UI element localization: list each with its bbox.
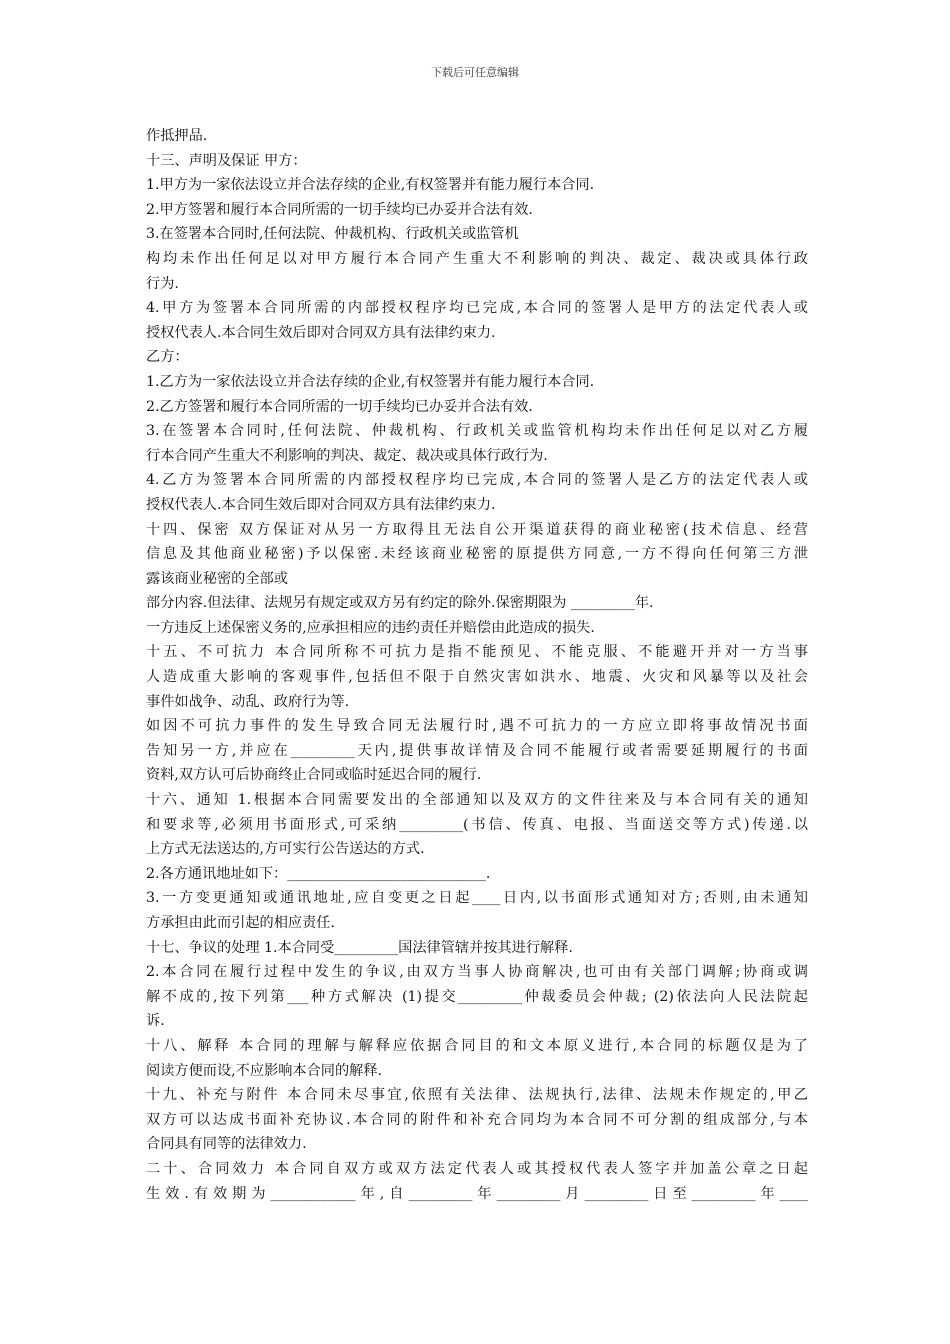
text-line: 4.乙方为签署本合同所需的内部授权程序均已完成,本合同的签署人是乙方的法定代表人或 [146, 472, 808, 489]
text-line: 资料,双方认可后协商终止合同或临时延迟合同的履行. [146, 767, 482, 784]
page-header: 下载后可任意编辑 [431, 66, 519, 79]
text-line: 人造成重大影响的客观事件,包括但不限于自然灾害如洪水、地震、火灾和风暴等以及社会 [146, 669, 808, 686]
text-line: 如因不可抗力事件的发生导致合同无法履行时,遇不可抗力的一方应立即将事故情况书面 [146, 718, 808, 735]
text-line: 3.在签署本合同时,任何法院、仲裁机构、行政机关或监管机构均未作出任何足以对乙方履 [146, 423, 808, 440]
text-line: 乙方： [146, 349, 189, 366]
text-line: 作抵押品. [146, 128, 208, 144]
text-line: 上方式无法送达的,方可实行公告送达的方式. [146, 841, 425, 858]
text-line: 构均未作出任何足以对甲方履行本合同产生重大不利影响的判决、裁定、裁决或具体行政 [146, 250, 808, 267]
text-line: 1.乙方为一家依法设立并合法存续的企业,有权签署并有能力履行本合同. [146, 373, 595, 390]
text-line: 和要求等,必须用书面形式,可采纳_________(书信、传真、电报、当面送交等方式)传递.以 [146, 816, 808, 833]
text-line: 2.本合同在履行过程中发生的争议,由双方当事人协商解决,也可由有关部门调解;协商或调 [146, 964, 808, 981]
text-line: 告知另一方,并应在_________天内,提供事故详情及合同不能履行或者需要延期履行的书面 [146, 742, 808, 759]
text-line: 1.甲方为一家依法设立并合法存续的企业,有权签署并有能力履行本合同. [146, 177, 595, 194]
text-line: 部分内容.但法律、法规另有规定或双方另有约定的除外.保密期限为 _________年. [146, 595, 654, 612]
text-line: 十七、争议的处理 1.本合同受_________国法律管辖并按其进行解释. [146, 939, 573, 956]
text-line: 行本合同产生重大不利影响的判决、裁定、裁决或具体行政行为. [146, 447, 548, 464]
text-line: 一方违反上述保密义务的,应承担相应的违约责任并赔偿由此造成的损失. [146, 619, 595, 636]
text-line: 十五、不可抗力 本合同所称不可抗力是指不能预见、不能克服、不能避开并对一方当事 [146, 644, 808, 661]
text-line: 露该商业秘密的全部或 [146, 570, 288, 587]
text-line: 授权代表人.本合同生效后即对合同双方具有法律约束力. [146, 496, 496, 513]
text-line: 诉. [146, 1013, 165, 1030]
document-body [146, 124, 808, 1206]
text-line: 2.乙方签署和履行本合同所需的一切手续均已办妥并合法有效. [146, 398, 533, 415]
text-line: 行为. [146, 275, 179, 292]
text-line: 双方可以达成书面补充协议.本合同的附件和补充合同均为本合同不可分割的组成部分,与本 [146, 1111, 808, 1128]
text-line: 授权代表人.本合同生效后即对合同双方具有法律约束力. [146, 324, 496, 341]
text-line: 方承担由此而引起的相应责任. [146, 915, 335, 931]
text-line: 3.一方变更通知或通讯地址,应自变更之日起____日内,以书面形式通知对方;否则,由未通知 [146, 890, 808, 907]
text-line: 十四、保密 双方保证对从另一方取得且无法自公开渠道获得的商业秘密(技术信息、经营 [146, 521, 808, 538]
text-line: 2.甲方签署和履行本合同所需的一切手续均已办妥并合法有效. [146, 201, 533, 218]
text-line: 十八、解释 本合同的理解与解释应依据合同目的和文本原义进行,本合同的标题仅是为了 [146, 1037, 808, 1054]
text-line: 阅读方便而设,不应影响本合同的解释. [146, 1062, 383, 1079]
text-line: 十三、声明及保证 甲方： [146, 152, 307, 169]
text-line: 3.在签署本合同时,任何法院、仲裁机构、行政机关或监管机 [146, 226, 519, 243]
text-line: 事件如战争、动乱、政府行为等. [146, 693, 350, 710]
text-line: 4.甲方为签署本合同所需的内部授权程序均已完成,本合同的签署人是甲方的法定代表人或 [146, 300, 808, 317]
text-line: 十六、通知 1.根据本合同需要发出的全部通知以及双方的文件往来及与本合同有关的通知 [146, 792, 808, 809]
text-line: 2.各方通讯地址如下：____________________________. [146, 865, 491, 882]
text-line: 合同具有同等的法律效力. [146, 1136, 307, 1153]
text-line: 信息及其他商业秘密)予以保密.未经该商业秘密的原提供方同意,一方不得向任何第三方泄 [146, 546, 808, 563]
text-line: 二十、合同效力 本合同自双方或双方法定代表人或其授权代表人签字并加盖公章之日起 [146, 1160, 808, 1177]
text-line: 十九、补充与附件 本合同未尽事宜,依照有关法律、法规执行,法律、法规未作规定的,甲乙 [146, 1087, 808, 1104]
text-line: 生效.有效期为____________年,自_________年_________月_________日至_________年____ [146, 1185, 808, 1202]
text-line: 解不成的,按下列第___种方式解决 (1)提交_________仲裁委员会仲裁; (2)依法向人民法院起 [146, 988, 808, 1005]
